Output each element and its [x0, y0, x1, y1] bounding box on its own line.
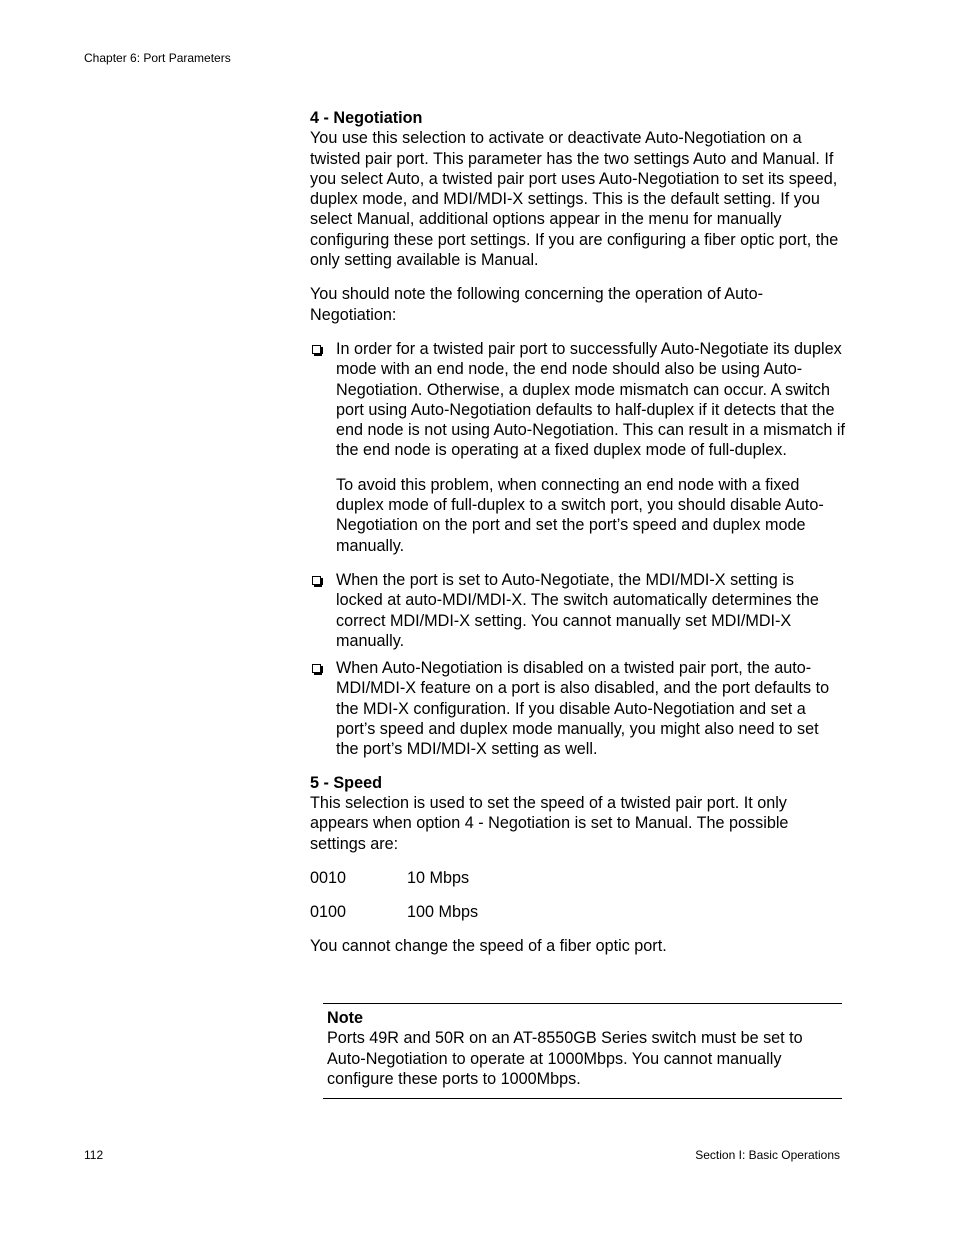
running-header: Chapter 6: Port Parameters — [84, 51, 231, 65]
speed-intro: This selection is used to set the speed of a twisted pair port. It only appears when option 4 - Negotiation is set to Manual. The possible settings are: — [310, 793, 789, 853]
bullet-text: When the port is set to Auto-Negotiate, the MDI/MDI-X setting is locked at auto-MDI/MDI-X. The switch automatically determines the correct MDI/MDI-X setting. You cannot manually set MDI/MDI-X manually. — [336, 570, 819, 650]
negotiation-note-lead: You should note the following concerning the operation of Auto-Negotiation: — [310, 285, 763, 324]
speed-fiber-note: You cannot change the speed of a fiber optic port. — [310, 937, 667, 956]
negotiation-heading: 4 - Negotiation — [310, 109, 423, 127]
speed-setting-row — [310, 868, 845, 888]
checkbox-bullet-icon — [312, 345, 321, 354]
speed-value: 100 Mbps — [407, 903, 479, 922]
list-item — [310, 339, 845, 556]
page-body — [310, 108, 845, 957]
negotiation-intro: You use this selection to activate or deactivate Auto-Negotiation on a twisted pair port. This parameter has the two settings Auto and Manual. If you select Auto, a twisted pair port uses Auto-Negotiation to set its speed, duplex mode, and MDI/MDI-X settings. This is the default setting. If you select Manual, additional options appear in the menu for manually configuring these port settings. If you are configuring a fiber optic port, the only setting available is Manual. — [310, 129, 839, 270]
list-item — [310, 658, 845, 759]
speed-code: 0010 — [310, 868, 347, 887]
checkbox-bullet-icon — [312, 664, 321, 673]
running-footer: Section I: Basic Operations — [695, 1148, 840, 1162]
page-number: 112 — [84, 1148, 104, 1162]
speed-heading: 5 - Speed — [310, 773, 382, 792]
bullet-followup: To avoid this problem, when connecting an end node with a fixed duplex mode of full-duplex to a switch port, you should disable Auto-Negotiation on the port and set the port’s speed and duplex mode manually. — [336, 475, 824, 555]
bullet-text: When Auto-Negotiation is disabled on a twisted pair port, the auto-MDI/MDI-X feature on a port is also disabled, and the port defaults to the MDI-X configuration. If you disable Auto-Negotiation and set a port’s speed and duplex mode manually, you might also need to set the port’s MDI/MDI-X setting as well. — [336, 659, 830, 759]
speed-code: 0100 — [310, 903, 347, 922]
list-item — [310, 570, 845, 651]
note-text: Ports 49R and 50R on an AT-8550GB Series switch must be set to Auto-Negotiation to operate at 1000Mbps. You cannot manually configure these ports to 1000Mbps. — [327, 1029, 803, 1088]
speed-setting-row — [310, 902, 845, 922]
note-box — [323, 1003, 842, 1099]
bullet-text: In order for a twisted pair port to successfully Auto-Negotiate its duplex mode with an end node, the end node should also be using Auto-Negotiation. Otherwise, a duplex mode mismatch can occur. A switch port using Auto-Negotiation defaults to half-duplex if it detects that the end node is not using Auto-Negotiation. This can result in a mismatch if the end node is operating at a fixed duplex mode of full-duplex. — [336, 339, 845, 460]
checkbox-bullet-icon — [312, 576, 321, 585]
speed-value: 10 Mbps — [407, 868, 470, 887]
note-title: Note — [327, 1009, 363, 1027]
